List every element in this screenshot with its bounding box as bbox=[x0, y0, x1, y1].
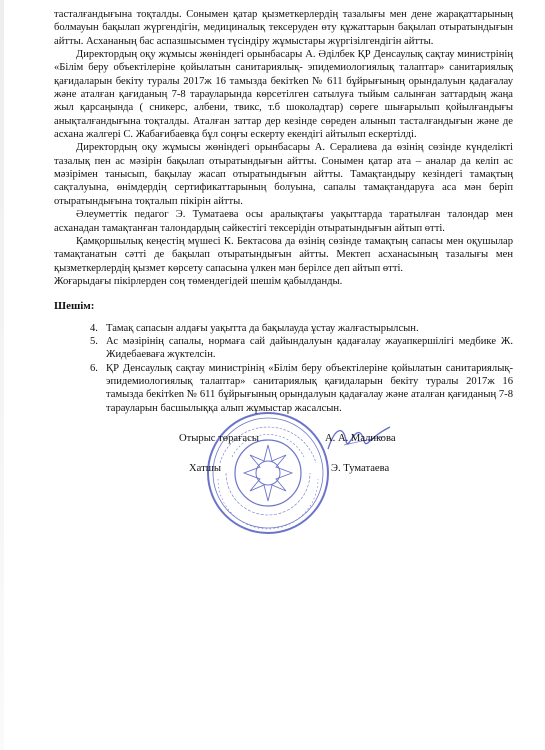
decision-item bbox=[54, 362, 513, 415]
decision-item-text: Тамақ сапасын алдағы уақытта да бақылауда ұстау жалғастырылсын. bbox=[106, 322, 419, 334]
decision-list bbox=[54, 322, 513, 415]
paragraph-3: Директордың оқу жұмысы жөніндегі орынбасары А. Сералиева да өзінің сөзінде күнделікті тазалық пен ас мәзірін бақылап отыратындығын айтты. Сонымен қатар ата – аналар да келіп ас мәзірімен танысып, бақылау жасап отыратындығын айтты. Тамақтандыру кезіндегі тамақтың сақталуына, өнімдердің сертификаттарының болуына, сапалы тамақтандаруға аса мән беріп отыратындығына тоқталып пікірін айтты. bbox=[54, 142, 513, 207]
decision-item-number: 6. bbox=[90, 362, 98, 374]
decision-item-text: Ас мәзірінің сапалы, нормаға сай дайындалуын қадағалау жауапкершілігі медбике Ж. Жидебаеваға жүктелсін. bbox=[106, 335, 513, 361]
decision-item-number: 5. bbox=[90, 335, 98, 347]
signature-block bbox=[54, 425, 513, 545]
decision-heading: Шешім: bbox=[54, 300, 95, 313]
official-seal-icon bbox=[204, 409, 332, 537]
secretary-name: Э. Туматаева bbox=[331, 462, 390, 474]
chair-name: А. А. Маликова bbox=[325, 432, 396, 444]
secretary-role: Хатшы bbox=[189, 462, 221, 474]
paragraph-5: Қамқоршылық кеңестің мүшесі К. Бектасова да өзінің сөзінде тамақтың сапасы мен оқушылар тамақтанатын сәтті де бақылап отыратындығын айтты. Мектеп асханасының тазалығы мен қызметкерлердің қызмет көрсету сапасына үлкен мән берілсе деп айтып өтті. bbox=[54, 235, 513, 274]
decision-item bbox=[54, 322, 513, 335]
decision-item-number: 4. bbox=[90, 322, 98, 334]
chair-role: Отырыс төрағасы bbox=[179, 432, 259, 444]
paragraph-6: Жоғарыдағы пікірлерден соң төмендегідей шешім қабылданды. bbox=[54, 275, 343, 287]
paragraph-1: тасталғандығына тоқталды. Сонымен қатар қызметкерлердің тазалығы мен дене жарақаттарының болмауын бақылап жүргендігін, медициналық тексеруден өту құжаттарын бақылап отыратындығын айтты. Асхананың бас аспазшысымен түсіндіру жұмыстары жүргізілгендігін айтты. bbox=[54, 9, 513, 47]
paragraph-4: Әлеуметтік педагог Э. Туматаева осы аралықтағы уақыттарда таратылған талондар мен асханадан тамақтанған талондардың сәйкестігі тексерідін отыратындығын айтып өтті. bbox=[54, 209, 513, 234]
decision-item bbox=[54, 335, 513, 362]
decision-item-text: ҚР Денсаулық сақтау министрінің «Білім беру объектілеріне қойылатын санитариялық- эпидемиологиялық талаптар» санитариялық қағидаларын бекіту туралы 2017ж 16 тамызда бекітken № 611 бұйрығының орындалуын қадағалау және аталған қағиданың 7-8 тарауларын басшылыққа алып жұмыстар жасалсын. bbox=[106, 362, 513, 414]
paragraph-2: Директордың оқу жұмысы жөніндегі орынбасары А. Әділбек ҚР Денсаулық сақтау министрінің «Білім беру объектілеріне қойылатын санитариялық- эпидемиологиялық талаптар» санитариялық қағидаларын бекіту туралы 2017ж 16 тамызда бекітken № 611 бұйрығының орындалуын қадағалау және аталған қағиданың 7-8 тарауларында көрсетілген сатылуға тыйым салынған заттардың жаңа жыл қарсаңында ( сникерс, албени, твикс, т.б шоколадтар) сөреге шығарылып қойылғандығы анықталғандығына тоқталды. Аталған заттар дер кезінде сөреден алынып тасталғандығын және де асхана жалгері С. Жабағибаевқа бұл соңғы ескерту екендігі айтылып ескертілді. bbox=[54, 49, 513, 141]
